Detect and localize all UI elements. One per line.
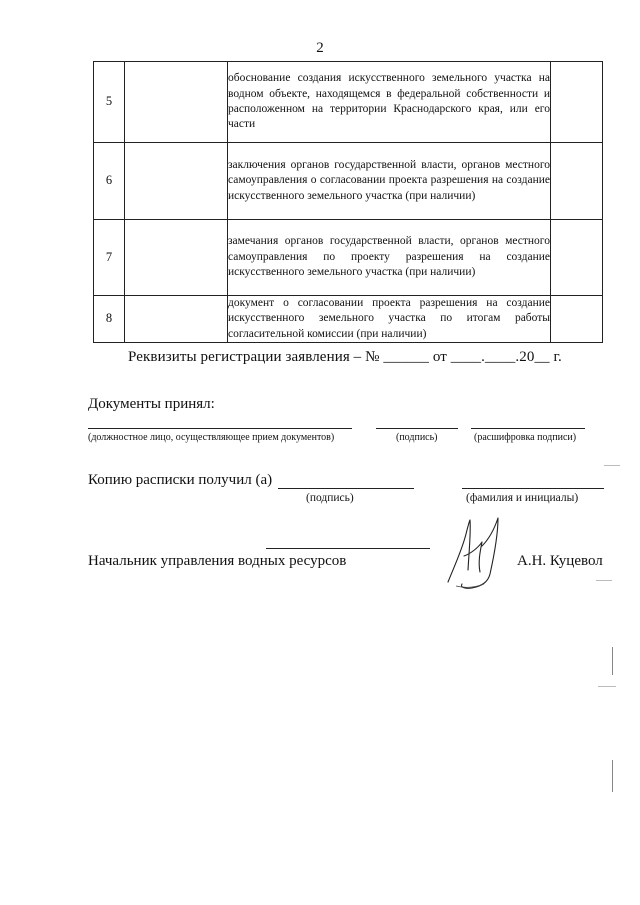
row-number: 6: [94, 143, 125, 220]
official-position-caption: (должностное лицо, осуществляющее прием документов): [88, 432, 335, 443]
empty-cell: [125, 220, 228, 296]
mark-cell: [551, 296, 603, 343]
scan-artifact: [596, 580, 612, 581]
empty-cell: [125, 62, 228, 143]
empty-cell: [125, 296, 228, 343]
documents-table: [93, 61, 603, 343]
signature-line: [376, 428, 458, 429]
document-description: обоснование создания искусственного земельного участка на водном объекте, находящемся в федеральной собственности и расположенном на территории Краснодарского края, или его части: [228, 62, 551, 143]
mark-cell: [551, 62, 603, 143]
official-position-line: [88, 428, 352, 429]
receipt-name-line: [462, 488, 604, 489]
table-row: [94, 296, 603, 343]
documents-accepted-label: Документы принял:: [88, 396, 215, 412]
scan-artifact: [598, 686, 616, 687]
decoding-caption: (расшифровка подписи): [474, 432, 577, 443]
table-row: [94, 143, 603, 220]
registration-details: Реквизиты регистрации заявления – № ______ от ____.____.20__ г.: [128, 349, 562, 365]
decoding-line: [471, 428, 585, 429]
document-description: замечания органов государственной власти, органов местного самоуправления по проекту разрешения на создание искусственного земельного участка (при наличии): [228, 220, 551, 296]
scan-artifact: [612, 760, 613, 792]
table-row: [94, 220, 603, 296]
row-number: 8: [94, 296, 125, 343]
chief-position: Начальник управления водных ресурсов: [88, 553, 347, 569]
receipt-label: Копию расписки получил (а): [88, 472, 273, 488]
chief-signature-line: [266, 548, 430, 549]
document-description: заключения органов государственной власти, органов местного самоуправления о согласовании проекта разрешения на создание искусственного земельного участка (при наличии): [228, 143, 551, 220]
row-number: 5: [94, 62, 125, 143]
handwritten-signature: [442, 512, 512, 592]
empty-cell: [125, 143, 228, 220]
receipt-signature-line: [278, 488, 414, 489]
receipt-name-caption: (фамилия и инициалы): [466, 492, 579, 504]
mark-cell: [551, 220, 603, 296]
document-description: документ о согласовании проекта разрешения на создание искусственного земельного участка по итогам работы согласительной комиссии (при наличии): [228, 296, 551, 343]
scan-artifact: [612, 647, 613, 675]
row-number: 7: [94, 220, 125, 296]
scan-artifact: [604, 465, 620, 466]
table-row: [94, 62, 603, 143]
signature-caption: (подпись): [396, 432, 438, 443]
signer-name: А.Н. Куцевол: [517, 553, 603, 569]
mark-cell: [551, 143, 603, 220]
receipt-signature-caption: (подпись): [306, 492, 354, 504]
page-number: 2: [316, 40, 324, 56]
